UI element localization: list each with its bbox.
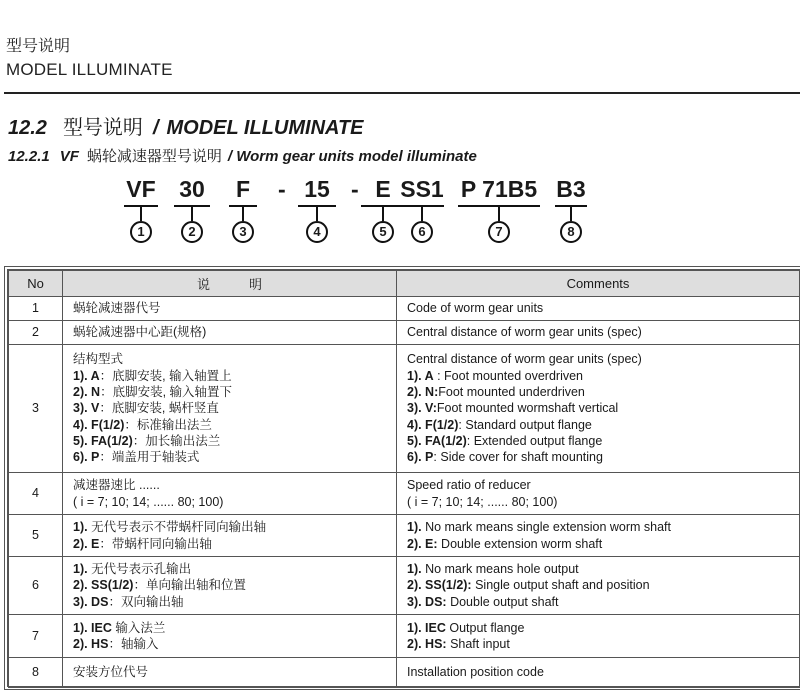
table-row [9, 515, 800, 557]
index-circle: 7 [488, 221, 510, 243]
page-header [6, 36, 173, 82]
comments-line [407, 417, 789, 433]
code-stem [191, 207, 193, 221]
desc-line [73, 594, 386, 610]
line-text: 安装方位代号 [73, 665, 149, 680]
desc-line [73, 433, 386, 449]
comments-line [407, 577, 789, 593]
line-code: 2). HS: [407, 637, 447, 651]
line-text: Foot mounted underdriven [438, 385, 585, 400]
desc-line [73, 477, 386, 493]
line-text: 无代号表示不带蜗杆同向输出轴 [87, 520, 267, 535]
code-segment-1 [124, 175, 158, 243]
line-code: 5). FA(1/2) [407, 433, 467, 448]
comments-line [407, 400, 789, 416]
desc-line [73, 351, 386, 367]
subsection-title [8, 145, 477, 166]
desc-line [73, 664, 386, 680]
model-code-diagram [0, 175, 800, 255]
code-stem [421, 207, 423, 221]
line-text: ( i = 7; 10; 14; ...... 80; 100) [407, 494, 558, 509]
code-text: B3 [556, 176, 586, 202]
line-text: Single output shaft and position [471, 578, 650, 593]
line-text: 减速器速比 ...... [73, 478, 160, 493]
desc-line [73, 300, 386, 316]
line-code: 1). [407, 520, 422, 535]
line-text: Installation position code [407, 665, 544, 680]
comments-line [407, 594, 789, 610]
cell-desc [63, 473, 397, 515]
comments-line [407, 368, 789, 384]
line-text: : Extended output flange [466, 433, 603, 448]
cell-no: 4 [9, 473, 63, 515]
desc-line [73, 636, 386, 652]
line-text: ：带蜗杆同向输出轴 [99, 536, 212, 551]
line-text: ：底脚安装, 输入轴置上 [99, 368, 232, 383]
comments-line [407, 536, 789, 552]
line-code: 2). SS(1/2) [73, 578, 134, 593]
code-stem [570, 207, 572, 221]
cell-comments [397, 615, 800, 658]
index-circle: 8 [560, 221, 582, 243]
header-comments: Comments [397, 271, 800, 297]
code-stem [498, 207, 500, 221]
line-text: ( i = 7; 10; 14; ...... 80; 100) [73, 494, 224, 509]
cell-comments [397, 515, 800, 557]
line-text: ：双向输出轴 [108, 594, 184, 609]
line-text: : Side cover for shaft mounting [433, 450, 603, 465]
code-dash: - [278, 176, 286, 202]
line-text: 蜗轮减速器中心距(规格) [73, 325, 207, 340]
table-header-row [9, 271, 800, 297]
comments-line [407, 494, 789, 510]
desc-line [73, 449, 386, 465]
desc-line [73, 417, 386, 433]
line-code: 3). V: [407, 401, 437, 416]
code-text: 15 [304, 176, 330, 202]
comments-line [407, 636, 789, 652]
cell-desc [63, 297, 397, 321]
code-segment-8 [555, 175, 587, 243]
line-code: 2). E: [407, 536, 438, 551]
line-text: No mark means hole output [421, 562, 579, 577]
table-row [9, 297, 800, 321]
line-text: ：轴输入 [108, 637, 159, 651]
cell-desc [63, 557, 397, 615]
header-divider [4, 92, 800, 94]
code-text: F [235, 176, 251, 202]
comments-line [407, 433, 789, 449]
header-no: No [9, 271, 63, 297]
table-row [9, 345, 800, 473]
desc-line [73, 519, 386, 535]
subsection-number: 12.2.1 [8, 148, 50, 165]
cell-no: 5 [9, 515, 63, 557]
comments-line [407, 384, 789, 400]
header-title-en: MODEL ILLUMINATE [6, 60, 173, 79]
line-code: 3). DS [73, 594, 109, 609]
comments-line [407, 519, 789, 535]
line-text: 输入法兰 [111, 620, 166, 635]
line-text: Output flange [445, 620, 525, 635]
code-segment-4 [298, 175, 336, 243]
code-text: 30 [179, 176, 205, 202]
table-row [9, 321, 800, 345]
index-circle: 5 [372, 221, 394, 243]
line-text: ：底脚安装, 蜗杆竖直 [99, 401, 219, 416]
comments-line [407, 620, 789, 636]
code-segment-5 [361, 175, 405, 243]
line-code: 4). F(1/2) [73, 417, 125, 432]
line-code: 1). [73, 562, 88, 577]
cell-comments [397, 557, 800, 615]
line-text: 无代号表示孔输出 [87, 562, 192, 577]
subsection-title-zh: 蜗轮减速器型号说明 [86, 148, 222, 165]
line-code: 5). FA(1/2) [73, 433, 133, 448]
line-text: Foot mounted wormshaft vertical [436, 401, 619, 416]
line-code: 1). A [73, 368, 100, 383]
line-text: No mark means single extension worm shaft [421, 520, 672, 535]
index-circle: 4 [306, 221, 328, 243]
cell-comments [397, 473, 800, 515]
desc-line [73, 400, 386, 416]
comments-line [407, 449, 789, 465]
cell-no: 7 [9, 615, 63, 658]
cell-no: 1 [9, 297, 63, 321]
line-text: ：标准输出法兰 [124, 417, 212, 432]
line-text: ：底脚安装, 输入轴置下 [100, 385, 233, 400]
subsection-separator: / [227, 148, 233, 165]
code-stem [382, 207, 384, 221]
desc-line [73, 561, 386, 577]
subsection-prefix: VF [59, 148, 79, 165]
section-separator: / [152, 117, 159, 139]
line-code: 6). P [407, 450, 434, 465]
line-text: : Standard output flange [458, 417, 592, 432]
code-stem [242, 207, 244, 221]
line-text: ：单向输出轴和位置 [133, 578, 246, 593]
code-text: E [375, 176, 391, 202]
cell-desc [63, 658, 397, 688]
code-stem [140, 207, 142, 221]
desc-line [73, 384, 386, 400]
comments-line [407, 477, 789, 493]
code-segment-7 [458, 175, 540, 243]
line-text: Shaft input [446, 637, 510, 651]
line-text: Speed ratio of reducer [407, 478, 531, 493]
code-stem [316, 207, 318, 221]
desc-line [73, 536, 386, 552]
code-dash: - [351, 176, 359, 202]
section-title-zh: 型号说明 [62, 117, 143, 139]
cell-desc [63, 321, 397, 345]
code-segment-3 [229, 175, 257, 243]
code-segment-2 [174, 175, 210, 243]
line-code: 2). E [73, 536, 100, 551]
section-title [8, 111, 364, 140]
comments-line [407, 324, 789, 340]
cell-desc [63, 345, 397, 473]
line-code: 2). SS(1/2): [407, 578, 472, 593]
desc-line [73, 620, 386, 636]
line-text: Central distance of worm gear units (spec) [407, 352, 642, 367]
cell-no: 3 [9, 345, 63, 473]
desc-line [73, 494, 386, 510]
section-title-en: MODEL ILLUMINATE [166, 117, 364, 139]
line-code: 2). N [73, 385, 101, 400]
desc-line [73, 324, 386, 340]
line-text: : Foot mounted overdriven [433, 368, 584, 383]
table-row [9, 658, 800, 688]
line-text: ：加长输出法兰 [132, 433, 221, 448]
line-code: 1). [407, 562, 422, 577]
desc-line [73, 368, 386, 384]
table-row [9, 557, 800, 615]
line-text: Double output shaft [446, 594, 559, 609]
comments-line [407, 300, 789, 316]
index-circle: 3 [232, 221, 254, 243]
code-text: VF [126, 176, 156, 202]
line-text: 蜗轮减速器代号 [73, 301, 161, 316]
line-code: 4). F(1/2) [407, 417, 459, 432]
index-circle: 1 [130, 221, 152, 243]
line-code: 1). IEC [407, 620, 446, 635]
cell-desc [63, 515, 397, 557]
line-code: 6). P [73, 450, 100, 465]
table-row [9, 473, 800, 515]
subsection-title-en: Worm gear units model illuminate [236, 148, 477, 165]
code-text: P 71B5 [460, 176, 538, 202]
section-number: 12.2 [8, 117, 47, 139]
cell-no: 2 [9, 321, 63, 345]
line-code: 2). HS [73, 637, 109, 651]
line-text: 结构型式 [73, 352, 124, 367]
line-code: 1). IEC [73, 620, 112, 635]
cell-comments [397, 345, 800, 473]
line-code: 2). N: [407, 385, 439, 400]
line-code: 1). A [407, 368, 434, 383]
comments-line [407, 664, 789, 680]
line-code: 1). [73, 520, 88, 535]
comments-line [407, 351, 789, 367]
cell-comments [397, 321, 800, 345]
line-text: ：端盖用于轴装式 [99, 450, 200, 465]
cell-comments [397, 658, 800, 688]
cell-no: 8 [9, 658, 63, 688]
line-code: 3). V [73, 401, 100, 416]
header-desc: 说 明 [63, 271, 397, 297]
line-text: Central distance of worm gear units (spec) [407, 325, 642, 340]
table-row [9, 615, 800, 658]
line-code: 3). DS: [407, 594, 447, 609]
cell-desc [63, 615, 397, 658]
model-table [8, 270, 800, 688]
desc-line [73, 577, 386, 593]
index-circle: 6 [411, 221, 433, 243]
model-table-frame [4, 266, 800, 690]
index-circle: 2 [181, 221, 203, 243]
line-text: Code of worm gear units [407, 301, 544, 316]
line-text: Double extension worm shaft [437, 536, 603, 551]
comments-line [407, 561, 789, 577]
header-title-zh: 型号说明 [6, 38, 71, 55]
cell-comments [397, 297, 800, 321]
code-segment-6 [400, 175, 444, 243]
cell-no: 6 [9, 557, 63, 615]
code-text: SS1 [400, 176, 444, 202]
